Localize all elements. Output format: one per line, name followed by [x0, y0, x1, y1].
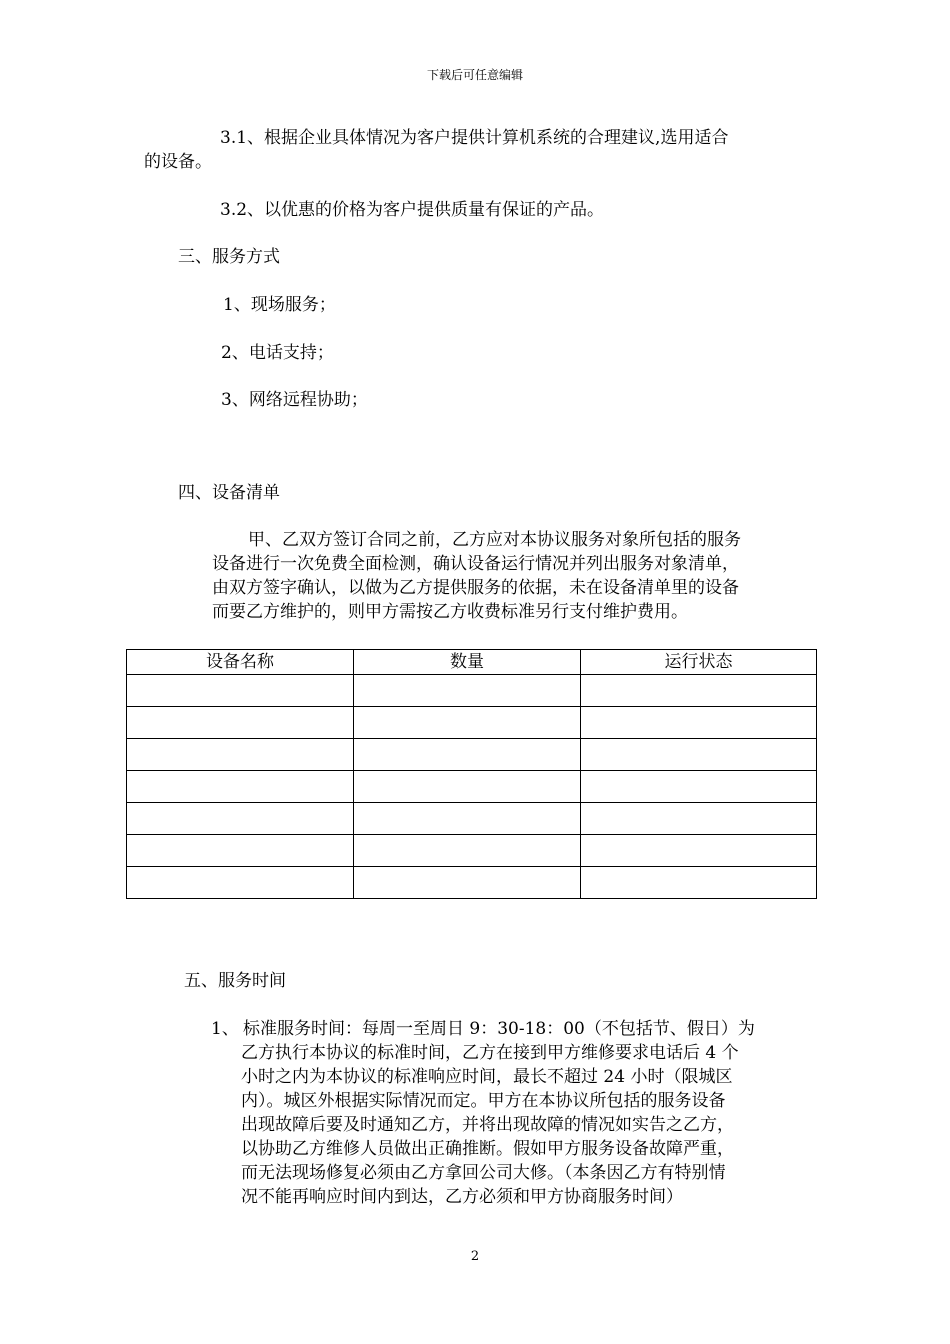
- table-cell: [354, 707, 581, 739]
- table-cell: [354, 675, 581, 707]
- table-header-row: [127, 650, 817, 675]
- paragraph-line: 标准服务时间：每周一至周日 9：30-18：00（不包括节、假日）为: [243, 1019, 755, 1039]
- item-3-2: 3.2、以优惠的价格为客户提供质量有保证的产品。: [220, 200, 605, 220]
- table-cell: [354, 835, 581, 867]
- page-header: 下载后可任意编辑: [426, 68, 523, 82]
- table-cell: [127, 867, 354, 899]
- service-time-paragraph: [241, 1017, 755, 1209]
- paragraph-line: 而无法现场修复必须由乙方拿回公司大修。（本条因乙方有特别情: [241, 1163, 726, 1183]
- section-4-heading: 四、设备清单: [178, 483, 280, 503]
- item-3-1-line1: 3.1、根据企业具体情况为客户提供计算机系统的合理建议,选用适合: [220, 128, 729, 148]
- paragraph-line: 设备进行一次免费全面检测，确认设备运行情况并列出服务对象清单，: [212, 554, 739, 574]
- paragraph-line: 以协助乙方维修人员做出正确推断。假如甲方服务设备故障严重，: [241, 1139, 734, 1159]
- table-cell: [581, 867, 817, 899]
- table-cell: [127, 739, 354, 771]
- item-3-1-line2: 的设备。: [144, 152, 212, 172]
- table-cell: [581, 803, 817, 835]
- section-3-heading: 三、服务方式: [178, 247, 280, 267]
- table-cell: [354, 771, 581, 803]
- equipment-table: [126, 649, 817, 899]
- table-cell: [127, 675, 354, 707]
- table-row: [127, 707, 817, 739]
- table-row: [127, 867, 817, 899]
- table-cell: [127, 707, 354, 739]
- table-cell: [581, 835, 817, 867]
- section-5-heading: 五、服务时间: [184, 971, 286, 991]
- paragraph-line: 甲、乙双方签订合同之前，乙方应对本协议服务对象所包括的服务: [248, 530, 741, 550]
- column-header-quantity: 数量: [354, 650, 581, 675]
- paragraph-line: 出现故障后要及时通知乙方，并将出现故障的情况如实告之乙方，: [241, 1115, 734, 1135]
- paragraph-line: 内）。城区外根据实际情况而定。甲方在本协议所包括的服务设备: [241, 1091, 726, 1111]
- table-row: [127, 675, 817, 707]
- paragraph-line: 乙方执行本协议的标准时间，乙方在接到甲方维修要求电话后 4 个: [241, 1043, 739, 1063]
- page-number: 2: [470, 1249, 480, 1264]
- table-cell: [127, 771, 354, 803]
- paragraph-line: 况不能再响应时间内到达，乙方必须和甲方协商服务时间）: [241, 1187, 683, 1207]
- column-header-name: 设备名称: [127, 650, 354, 675]
- table-cell: [581, 675, 817, 707]
- column-header-status: 运行状态: [581, 650, 817, 675]
- equipment-paragraph: [212, 528, 741, 624]
- paragraph-line: 而要乙方维护的，则甲方需按乙方收费标准另行支付维护费用。: [212, 602, 688, 622]
- table-row: [127, 803, 817, 835]
- table-cell: [581, 771, 817, 803]
- table-cell: [127, 835, 354, 867]
- table-row: [127, 739, 817, 771]
- table-cell: [127, 803, 354, 835]
- paragraph-line: 小时之内为本协议的标准响应时间，最长不超过 24 小时（限城区: [241, 1067, 733, 1087]
- table-cell: [354, 803, 581, 835]
- service-item-remote: 3、网络远程协助；: [221, 390, 368, 410]
- table-cell: [354, 739, 581, 771]
- table-cell: [581, 739, 817, 771]
- service-time-item-number: 1、: [211, 1019, 239, 1039]
- service-item-phone: 2、电话支持；: [221, 343, 334, 363]
- paragraph-line: 由双方签字确认，以做为乙方提供服务的依据，未在设备清单里的设备: [212, 578, 739, 598]
- table-cell: [581, 707, 817, 739]
- service-item-onsite: 1、现场服务；: [223, 295, 336, 315]
- table-row: [127, 771, 817, 803]
- table-cell: [354, 867, 581, 899]
- table-row: [127, 835, 817, 867]
